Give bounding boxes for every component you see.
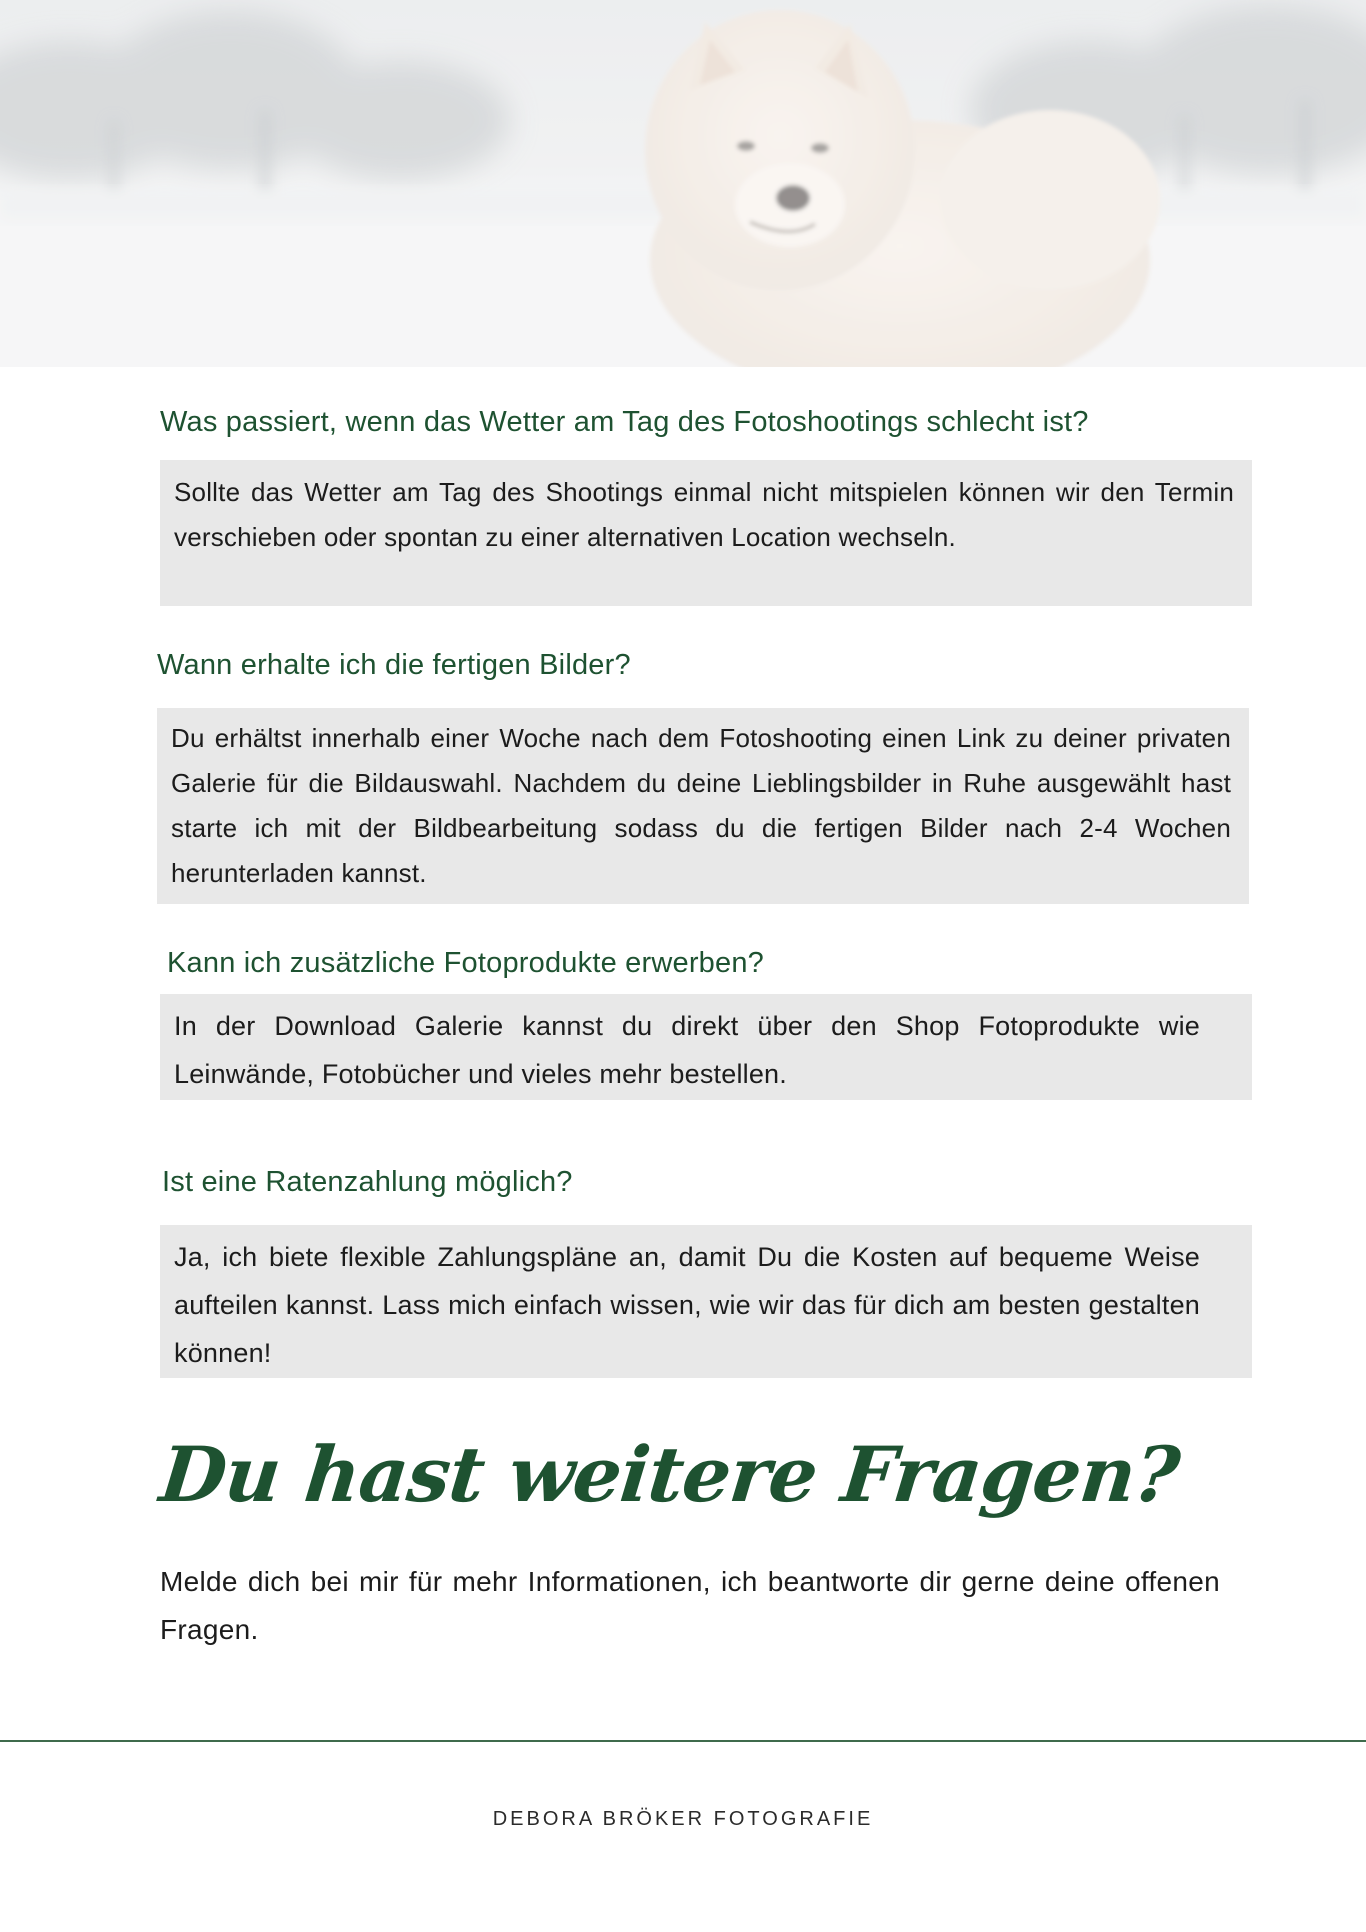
faq-answer-delivery xyxy=(157,708,1249,904)
footer-brand: DEBORA BRÖKER FOTOGRAFIE xyxy=(492,1808,874,1830)
cta-title: Du hast weitere Fragen? xyxy=(156,1430,1183,1519)
faq-answer-products xyxy=(160,994,1252,1100)
hero-image xyxy=(0,0,1366,367)
faq-question-delivery: Wann erhalte ich die fertigen Bilder? xyxy=(157,649,631,681)
samoyed-dog-snow-photo-icon xyxy=(0,0,1366,367)
faq-answer-text: In der Download Galerie kannst du direkt über den Shop Fotoprodukte wie Leinwände, Fotobücher und vieles mehr bestellen. xyxy=(174,1011,1200,1089)
faq-answer-text: Du erhältst innerhalb einer Woche nach dem Fotoshooting einen Link zu deiner privaten Galerie für die Bildauswahl. Nachdem du deine Lieblingsbilder in Ruhe ausgewählt hast starte ich mit der Bildbearbeitung sodass du die fertigen Bilder nach 2-4 Wochen herunterladen kannst. xyxy=(171,723,1231,888)
cta-text: Melde dich bei mir für mehr Informationen, ich beantworte dir gerne deine offenen Fragen. xyxy=(160,1566,1220,1645)
faq-answer-text: Ja, ich biete flexible Zahlungspläne an, damit Du die Kosten auf bequeme Weise aufteilen kannst. Lass mich einfach wissen, wie wir das für dich am besten gestalten können! xyxy=(174,1242,1200,1368)
faq-answer-installments xyxy=(160,1225,1252,1378)
faq-question-installments: Ist eine Ratenzahlung möglich? xyxy=(162,1166,573,1198)
faq-question-weather: Was passiert, wenn das Wetter am Tag des Fotoshootings schlecht ist? xyxy=(160,406,1089,438)
footer-divider xyxy=(0,1740,1366,1742)
faq-answer-text: Sollte das Wetter am Tag des Shootings einmal nicht mitspielen können wir den Termin verschieben oder spontan zu einer alternativen Location wechseln. xyxy=(174,477,1234,552)
faq-question-products: Kann ich zusätzliche Fotoprodukte erwerben? xyxy=(167,947,764,979)
faq-answer-weather xyxy=(160,460,1252,606)
